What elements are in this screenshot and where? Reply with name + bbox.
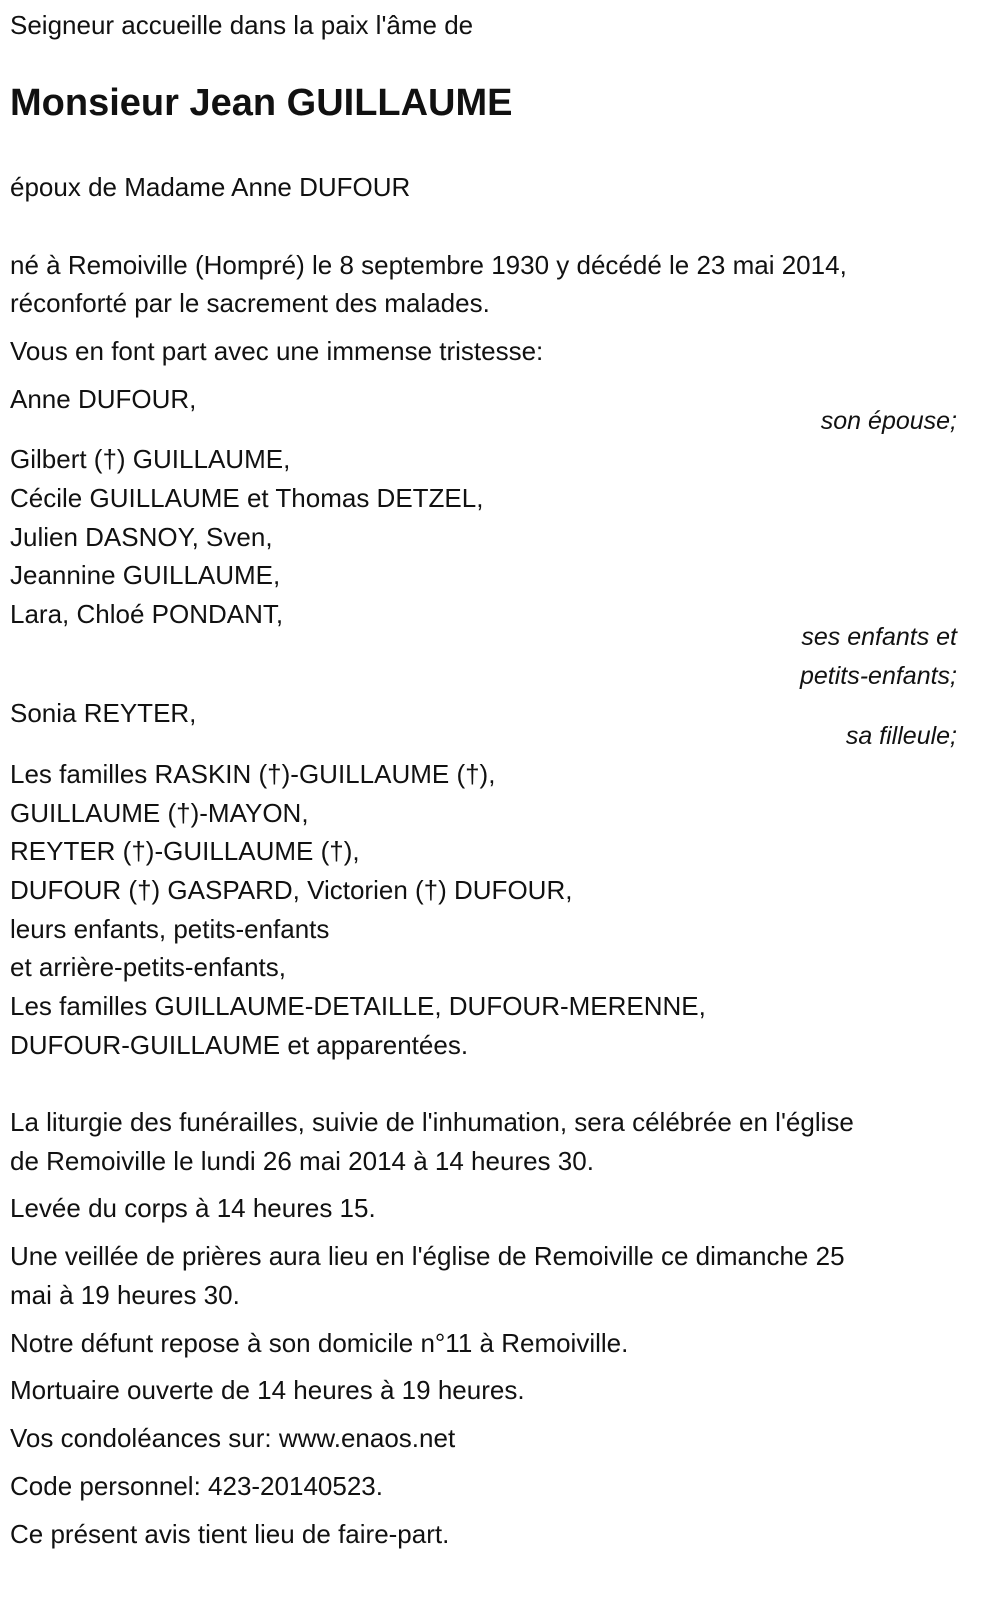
spouse-line: époux de Madame Anne DUFOUR xyxy=(10,172,411,202)
intro-text: Seigneur accueille dans la paix l'âme de xyxy=(10,10,474,40)
family-line: Les familles GUILLAUME-DETAILLE, DUFOUR-MERENNE, xyxy=(10,991,706,1021)
family-spouse: Anne DUFOUR, xyxy=(10,384,197,414)
family-line: DUFOUR-GUILLAUME et apparentées. xyxy=(10,1030,469,1060)
family-line: REYTER (†)-GUILLAUME (†), xyxy=(10,836,360,866)
family-child: Julien DASNOY, Sven, xyxy=(10,522,273,552)
family-line: leurs enfants, petits-enfants xyxy=(10,914,330,944)
condolences-line: Vos condoléances sur: www.enaos.net xyxy=(10,1423,456,1453)
family-line: DUFOUR (†) GASPARD, Victorien (†) DUFOUR, xyxy=(10,875,573,905)
family-goddaughter: Sonia REYTER, xyxy=(10,698,197,728)
role-children: petits-enfants; xyxy=(799,662,957,690)
birth-line-1: né à Remoiville (Hompré) le 8 septembre 1930 y décédé le 23 mai 2014, xyxy=(10,250,847,280)
vigil-line-1: Une veillée de prières aura lieu en l'église de Remoiville ce dimanche 25 xyxy=(10,1241,845,1271)
family-child: Lara, Chloé PONDANT, xyxy=(10,599,284,629)
liturgy-line-2: de Remoiville le lundi 26 mai 2014 à 14 heures 30. xyxy=(10,1146,594,1176)
levee-line: Levée du corps à 14 heures 15. xyxy=(10,1193,376,1223)
family-line: et arrière-petits-enfants, xyxy=(10,952,287,982)
family-line: Les familles RASKIN (†)-GUILLAUME (†), xyxy=(10,759,496,789)
mortuary-line: Mortuaire ouverte de 14 heures à 19 heures. xyxy=(10,1375,525,1405)
family-child: Jeannine GUILLAUME, xyxy=(10,560,281,590)
role-children: ses enfants et xyxy=(801,623,957,651)
family-child: Cécile GUILLAUME et Thomas DETZEL, xyxy=(10,483,484,513)
vigil-line-2: mai à 19 heures 30. xyxy=(10,1280,240,1310)
repose-line: Notre défunt repose à son domicile n°11 à Remoiville. xyxy=(10,1328,629,1358)
announce-line: Vous en font part avec une immense tristesse: xyxy=(10,336,544,366)
role-goddaughter: sa filleule; xyxy=(845,722,957,750)
birth-line-2: réconforté par le sacrement des malades. xyxy=(10,288,490,318)
code-line: Code personnel: 423-20140523. xyxy=(10,1471,383,1501)
liturgy-line-1: La liturgie des funérailles, suivie de l'inhumation, sera célébrée en l'église xyxy=(10,1107,854,1137)
notice-line: Ce présent avis tient lieu de faire-part. xyxy=(10,1519,450,1549)
deceased-name: Monsieur Jean GUILLAUME xyxy=(10,82,513,124)
family-child: Gilbert (†) GUILLAUME, xyxy=(10,444,291,474)
family-line: GUILLAUME (†)-MAYON, xyxy=(10,798,309,828)
role-spouse: son épouse; xyxy=(820,407,957,435)
